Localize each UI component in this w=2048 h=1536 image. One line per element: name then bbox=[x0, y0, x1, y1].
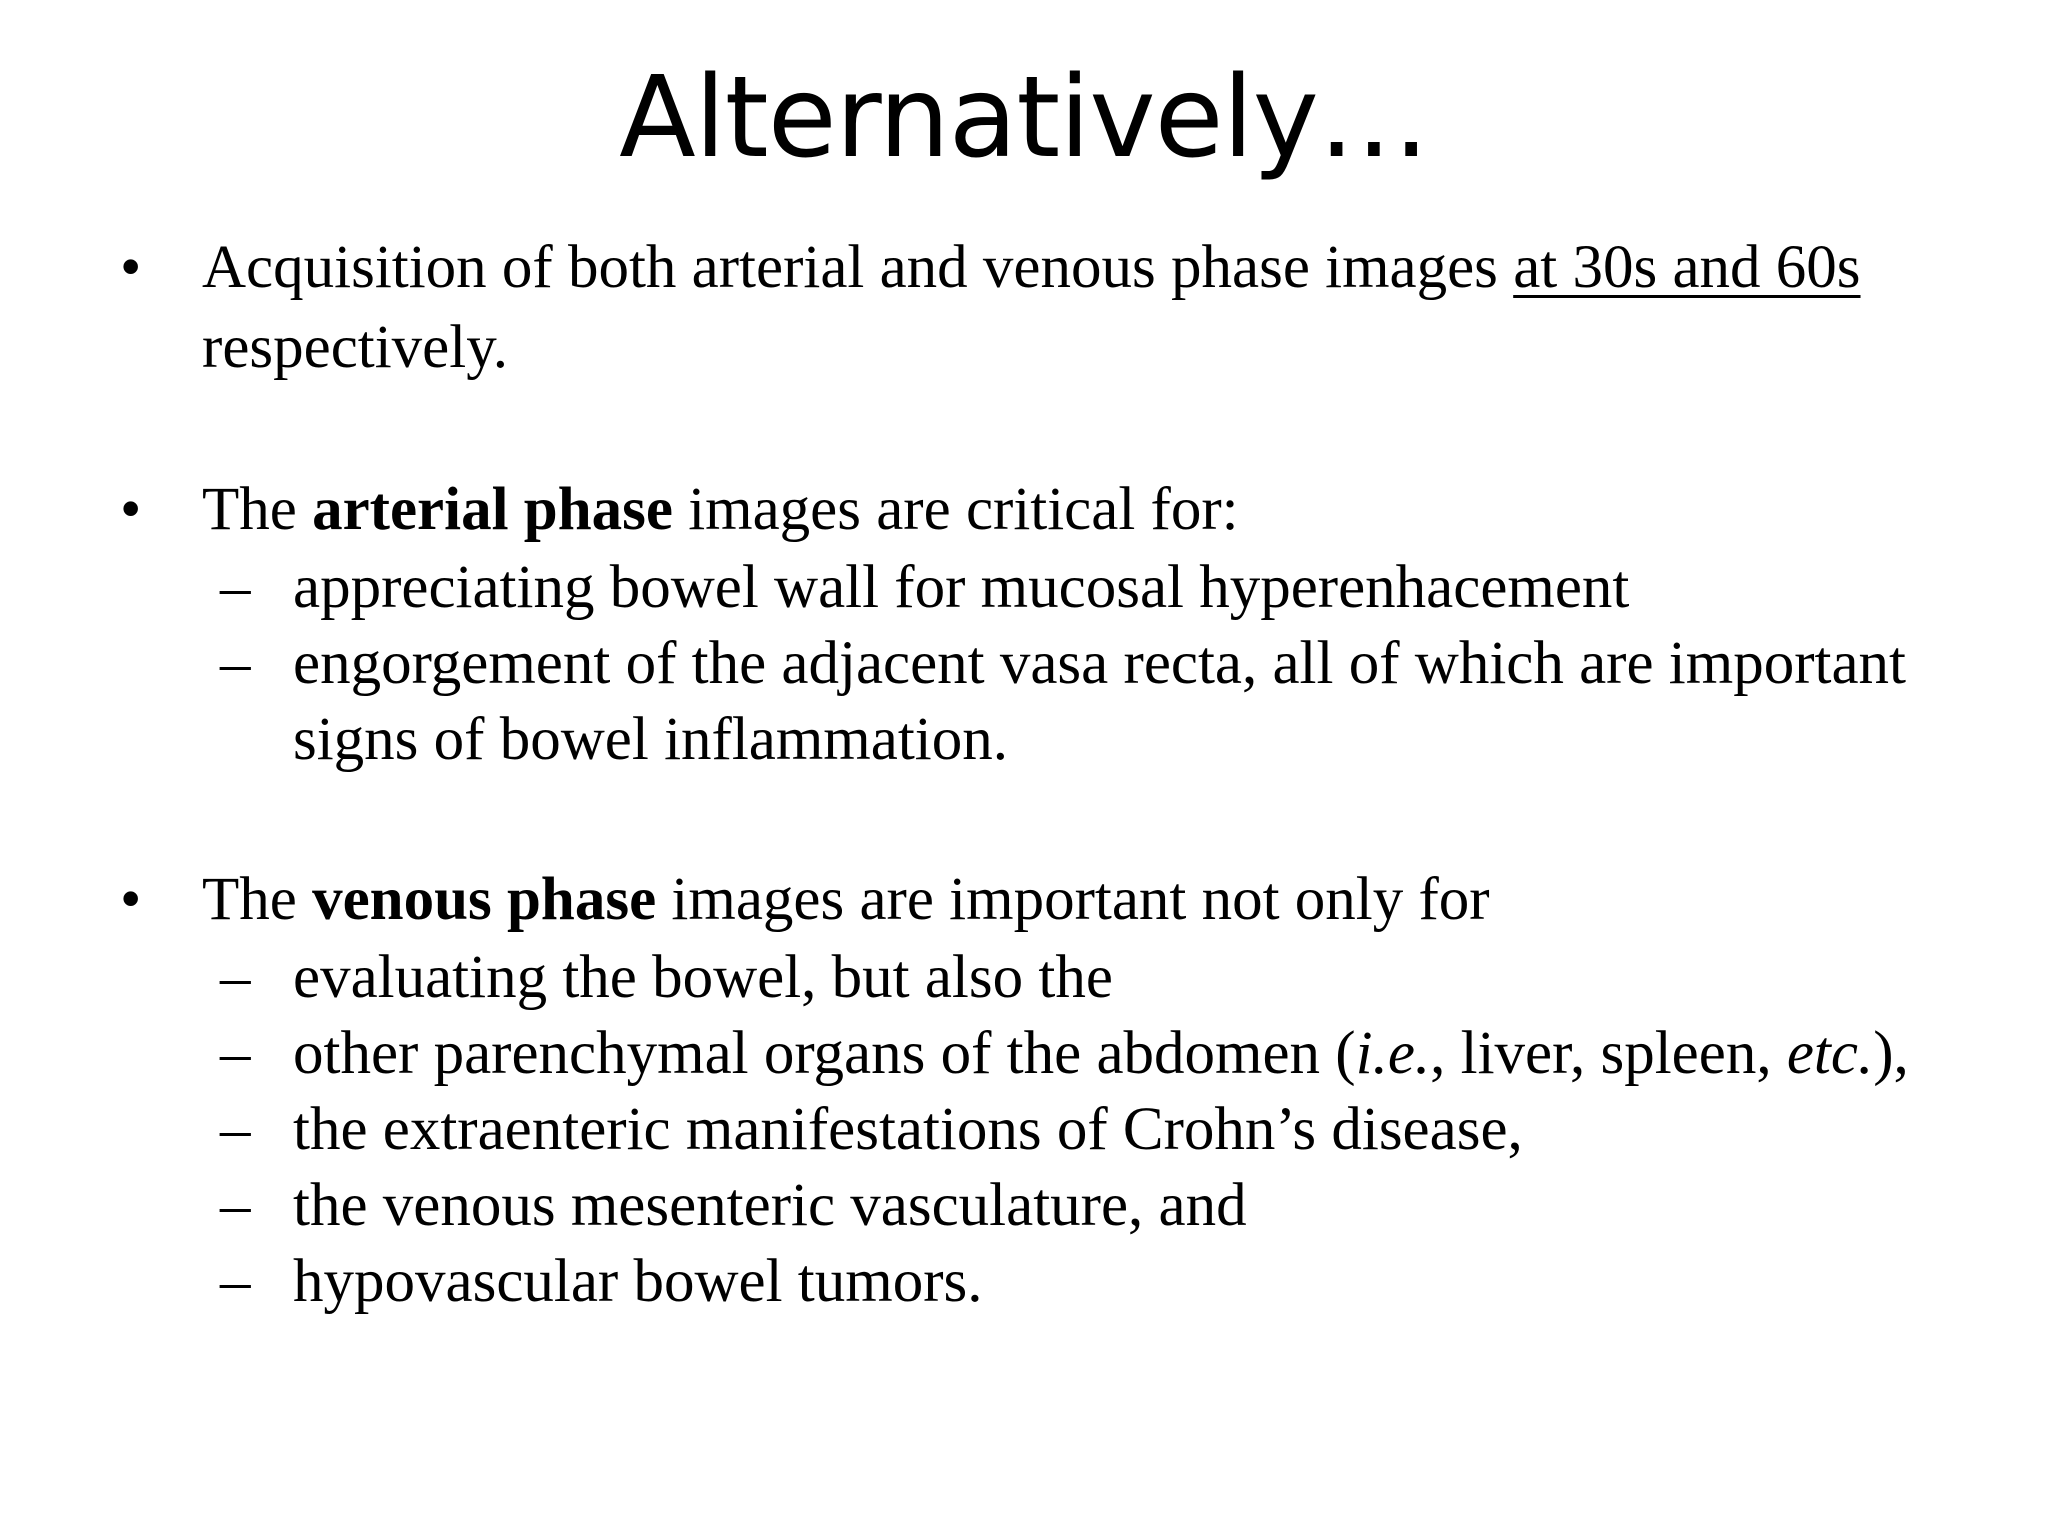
sub-item-italic-etc: etc. bbox=[1786, 1020, 1874, 1087]
bullet-icon: • bbox=[120, 866, 142, 933]
bullet2-bold: arterial phase bbox=[312, 476, 673, 543]
list-item bbox=[120, 550, 1970, 626]
bullet-icon: • bbox=[120, 476, 142, 543]
bullet3-suffix: images are important not only for bbox=[656, 866, 1490, 933]
bullet2-prefix: The bbox=[202, 476, 313, 543]
venous-sub-list bbox=[120, 940, 1970, 1320]
sub-item-text-before: other parenchymal organs of the abdomen ( bbox=[293, 1020, 1356, 1087]
list-item bbox=[120, 626, 1970, 778]
bullet-icon: • bbox=[120, 234, 142, 301]
sub-item-text-middle: , liver, spleen, bbox=[1430, 1020, 1787, 1087]
dash-icon: – bbox=[220, 1020, 251, 1087]
sub-item-text: appreciating bowel wall for mucosal hyperenhacement bbox=[293, 554, 1630, 621]
bullet-arterial-phase bbox=[120, 470, 1970, 550]
dash-icon: – bbox=[220, 1096, 251, 1163]
sub-item-text: evaluating the bowel, but also the bbox=[293, 944, 1113, 1011]
list-item bbox=[120, 1244, 1970, 1320]
sub-item-text: the venous mesenteric vasculature, and bbox=[293, 1172, 1247, 1239]
bullet2-suffix: images are critical for: bbox=[672, 476, 1239, 543]
sub-item-text: the extraenteric manifestations of Crohn’s disease, bbox=[293, 1096, 1523, 1163]
dash-icon: – bbox=[220, 630, 251, 697]
arterial-sub-list bbox=[120, 550, 1970, 778]
dash-icon: – bbox=[220, 944, 251, 1011]
sub-item-italic-ie: i.e. bbox=[1355, 1020, 1431, 1087]
bullet-venous-phase bbox=[120, 860, 1970, 940]
sub-item-text-after: ), bbox=[1873, 1020, 1909, 1087]
bullet3-bold: venous phase bbox=[312, 866, 657, 933]
bullet3-prefix: The bbox=[202, 866, 313, 933]
list-item bbox=[120, 1016, 1970, 1092]
list-item bbox=[120, 940, 1970, 1016]
list-item bbox=[120, 1168, 1970, 1244]
dash-icon: – bbox=[220, 554, 251, 621]
bullet-acquisition bbox=[120, 228, 1970, 388]
slide-body bbox=[120, 228, 1970, 1320]
bullet1-underlined: at 30s and 60s bbox=[1513, 234, 1861, 301]
sub-item-text: engorgement of the adjacent vasa recta, all of which are important signs of bowel inflammation. bbox=[293, 630, 1906, 773]
bullet1-suffix: respectively. bbox=[202, 314, 508, 381]
sub-item-text: hypovascular bowel tumors. bbox=[293, 1248, 983, 1315]
slide-title: Alternatively… bbox=[619, 53, 1429, 183]
bullet1-prefix: Acquisition of both arterial and venous phase images bbox=[202, 234, 1514, 301]
list-item bbox=[120, 1092, 1970, 1168]
dash-icon: – bbox=[220, 1172, 251, 1239]
dash-icon: – bbox=[220, 1248, 251, 1315]
